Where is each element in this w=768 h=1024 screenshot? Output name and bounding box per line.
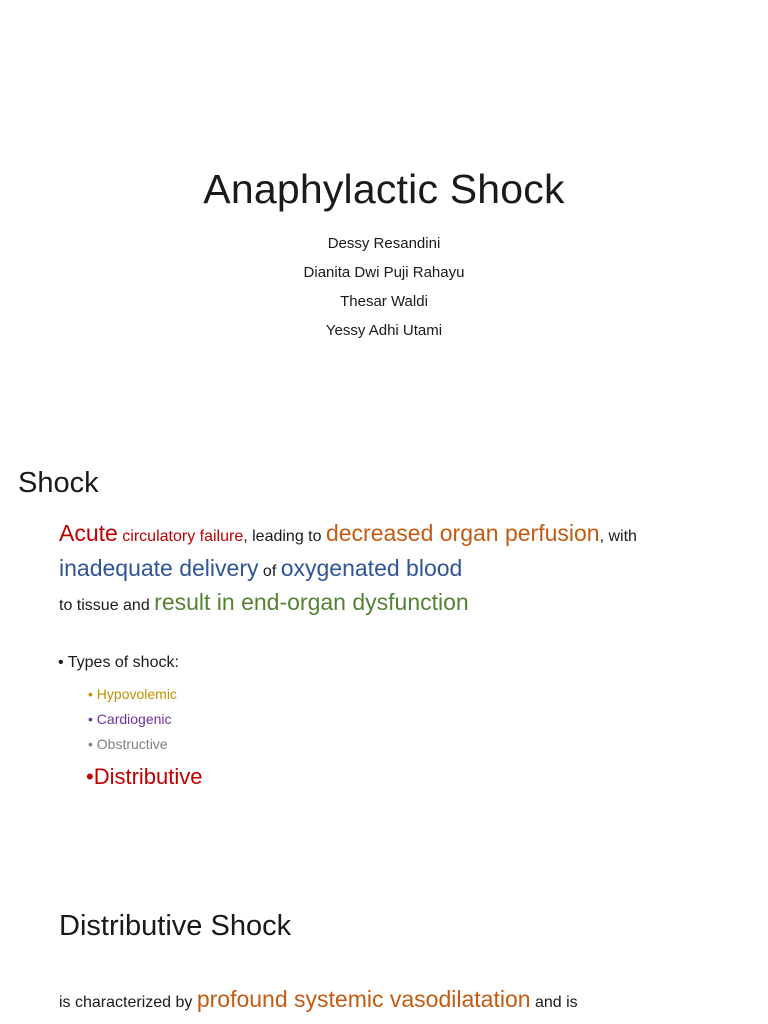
distributive-description: [59, 982, 719, 1020]
definition-oxygenated-blood: oxygenated blood: [280, 554, 463, 581]
list-item: • Obstructive: [88, 736, 168, 752]
shock-type-label: Cardiogenic: [96, 711, 172, 727]
author-list: [0, 229, 768, 345]
description-profound: profound systemic vasodilatation: [196, 986, 531, 1012]
list-item: • Hypovolemic: [88, 686, 177, 702]
definition-result: result in end-organ dysfunction: [154, 589, 469, 615]
definition-acute: Acute: [59, 520, 118, 546]
shock-definition: [59, 518, 719, 622]
list-item: • Cardiogenic: [88, 711, 172, 727]
author-name: Thesar Waldi: [340, 293, 428, 310]
definition-decreased-perfusion: decreased organ perfusion: [325, 520, 600, 546]
shock-types-list: [88, 682, 203, 795]
slide-title-shock: Shock: [18, 467, 99, 499]
shock-type-label: Obstructive: [96, 736, 168, 752]
list-item: •Distributive: [86, 764, 203, 789]
description-text: is characterized by: [59, 994, 197, 1011]
definition-text: to tissue and: [59, 597, 155, 614]
shock-type-label: Hypovolemic: [96, 686, 177, 702]
author-name: Dessy Resandini: [327, 235, 441, 252]
slide-distributive-shock: [0, 864, 768, 1024]
shock-type-label: Distributive: [93, 764, 203, 789]
author-name: Dianita Dwi Puji Rahayu: [303, 264, 465, 281]
definition-inadequate-delivery: inadequate delivery: [59, 554, 259, 581]
slide-title: [0, 0, 768, 432]
definition-circulatory-failure: circulatory failure: [122, 528, 244, 545]
author-name: Yessy Adhi Utami: [325, 322, 443, 339]
definition-text: , with: [599, 528, 637, 545]
definition-text: , leading to: [243, 528, 326, 545]
definition-text: of: [258, 562, 281, 580]
description-text: and is: [530, 994, 578, 1011]
presentation-title: Anaphylactic Shock: [203, 166, 565, 212]
slide-shock: [0, 432, 768, 864]
types-heading: • Types of shock:: [58, 654, 179, 671]
slide-title-distributive: Distributive Shock: [59, 910, 292, 942]
